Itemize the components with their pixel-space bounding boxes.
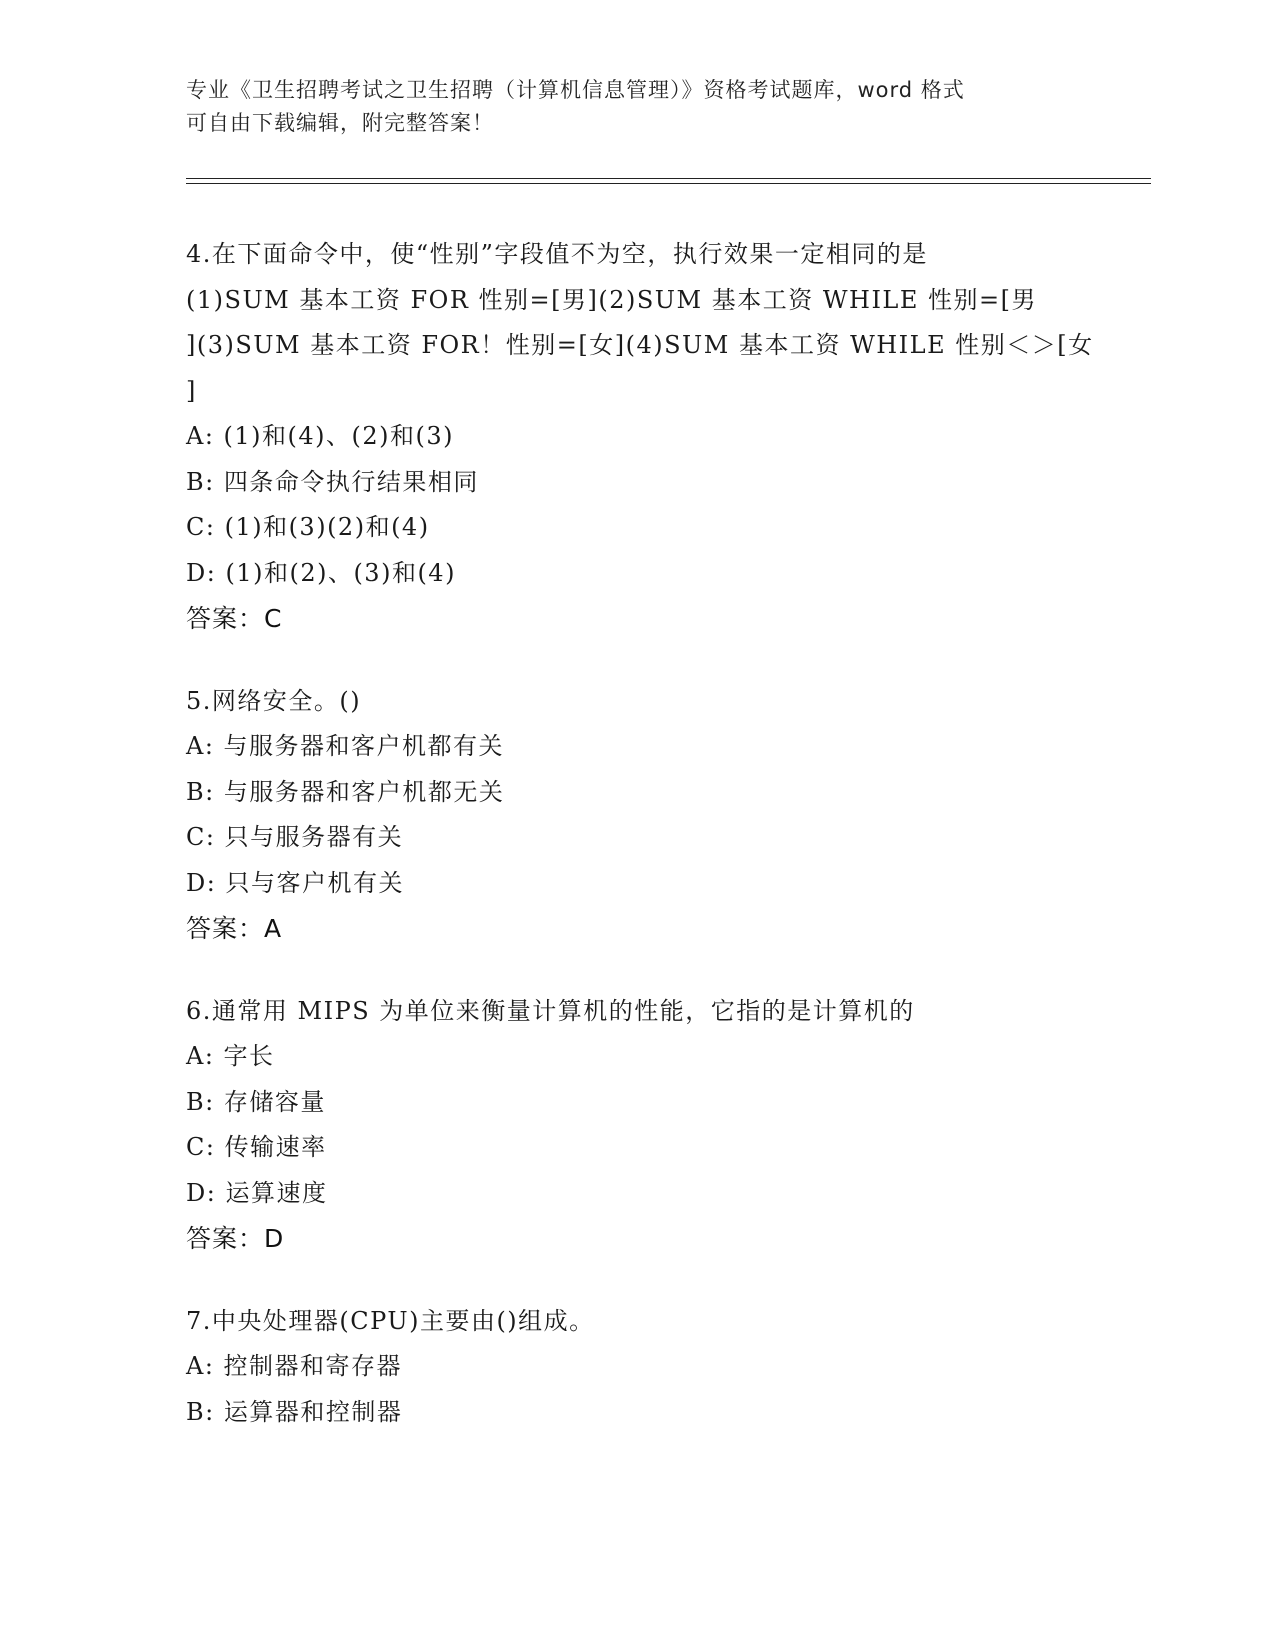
question-stem (186, 679, 1086, 725)
answer-option: C: (1)和(3)(2)和(4) (186, 513, 430, 541)
question-stem-line: 4.在下面命令中，使“性别”字段值不为空，执行效果一定相同的是 (186, 240, 928, 268)
answer-option: C: 只与服务器有关 (186, 823, 404, 851)
question-block (186, 232, 1094, 642)
answer-key: 答案：A (186, 914, 283, 943)
question-stem-line: 5.网络安全。() (186, 686, 362, 715)
question-list (186, 232, 1094, 1472)
question-stem-line: 6.通常用 MIPS 为单位来衡量计算机的性能，它指的是计算机的 (186, 996, 915, 1025)
question-stem (186, 232, 1094, 414)
question-stem (186, 989, 1086, 1035)
answer-option: D: 只与客户机有关 (186, 868, 404, 897)
answer-option: B: 与服务器和客户机都无关 (186, 777, 505, 806)
answer-option: B: 存储容量 (186, 1087, 326, 1116)
question-stem-line: (1)SUM 基本工资 FOR 性别=[男](2)SUM 基本工资 WHILE 性别=[男 (186, 285, 1037, 314)
document-header (186, 74, 1066, 140)
answer-option: B: 运算器和控制器 (186, 1397, 403, 1426)
question-block (186, 989, 1086, 1262)
answer-option: A: 控制器和寄存器 (186, 1352, 403, 1380)
answer-option: D: (1)和(2)、(3)和(4) (186, 558, 456, 587)
question-stem (186, 1299, 1086, 1345)
question-stem-line: ] (186, 376, 197, 405)
answer-option: A: 字长 (186, 1042, 275, 1070)
question-block (186, 1299, 1086, 1436)
header-divider-bottom (186, 183, 1151, 184)
question-stem-line: ](3)SUM 基本工资 FOR！性别=[女](4)SUM 基本工资 WHILE 性别＜＞[女 (186, 331, 1094, 359)
answer-option: D: 运算速度 (186, 1178, 328, 1207)
header-line-2: 可自由下载编辑，附完整答案！ (186, 111, 494, 135)
answer-option: A: 与服务器和客户机都有关 (186, 732, 505, 760)
answer-option: A: (1)和(4)、(2)和(3) (186, 422, 455, 450)
answer-key: 答案：D (186, 1224, 285, 1253)
question-block (186, 679, 1086, 952)
header-line-1: 专业《卫生招聘考试之卫生招聘（计算机信息管理）》资格考试题库，word 格式 (186, 78, 965, 102)
answer-option: C: 传输速率 (186, 1133, 327, 1161)
answer-key: 答案：C (186, 604, 283, 633)
question-stem-line: 7.中央处理器(CPU)主要由()组成。 (186, 1306, 595, 1335)
answer-option: B: 四条命令执行结果相同 (186, 467, 479, 496)
header-divider-top (186, 178, 1151, 179)
